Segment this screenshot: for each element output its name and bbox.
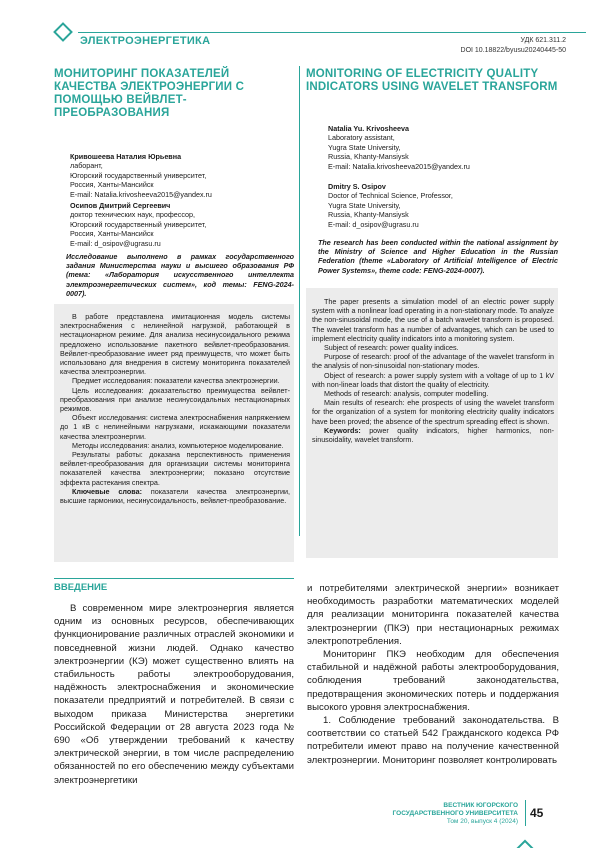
ru-author-2	[70, 201, 292, 248]
journal-volume: Том 20, выпуск 4 (2024)	[393, 818, 518, 826]
intro-rule	[54, 578, 294, 579]
ru-abstract-para: Цель исследования: доказательство преимущества вейвлет-преобразования при анализе несинусоидальных нестационарных режимов.	[60, 386, 290, 414]
en-author-email[interactable]: E-mail: Natalia.krivosheeva2015@yandex.ru	[328, 162, 558, 171]
intro-paragraph: 1. Соблюдение требований законодательства. В соответствии со статьей 542 Гражданского кодекса РФ потребители имеют право на получение качественной электроэнергии. Мониторинг позволяет контролировать	[307, 714, 559, 767]
footer-divider	[525, 800, 526, 826]
en-abstract-para: Main results of research: ehe prospects of using the wavelet transform for the organization of a system for monitoring electricity quality indicators have been proved; the absence of the spectrum spreading effect is shown.	[312, 398, 554, 426]
ru-abstract-para: Объект исследования: система электроснабжения напряжением до 1 кВ с нелинейными нагрузками, искажающими показатели качества электроэнергии.	[60, 413, 290, 441]
ru-abstract	[60, 312, 290, 505]
ru-keywords-text: показатели качества электроэнергии, высшие гармоники, несинусоидальность, вейвлет-преобразование.	[60, 487, 290, 505]
ru-author-email[interactable]: E-mail: d_osipov@ugrasu.ru	[70, 239, 292, 248]
journal-name-line: ГОСУДАРСТВЕННОГО УНИВЕРСИТЕТА	[393, 810, 518, 818]
column-divider	[299, 66, 300, 536]
en-keywords-label: Keywords:	[324, 426, 361, 435]
intro-right-column	[307, 582, 559, 767]
ru-author-line: Россия, Ханты-Мансийск	[70, 180, 292, 189]
ru-author-email[interactable]: E-mail: Natalia.krivosheeva2015@yandex.ru	[70, 190, 292, 199]
udk-doi-block	[461, 36, 566, 56]
en-keywords	[312, 426, 554, 444]
en-author-line: Russia, Khanty-Mansiysk	[328, 210, 558, 219]
ru-keywords	[60, 487, 290, 505]
en-author-1	[328, 124, 558, 171]
en-title: MONITORING OF ELECTRICITY QUALITY INDICATORS USING WAVELET TRANSFORM	[306, 68, 558, 94]
header-diamond-ornament	[53, 22, 73, 42]
en-author-line: Russia, Khanty-Mansiysk	[328, 152, 558, 161]
ru-keywords-label: Ключевые слова:	[72, 487, 142, 496]
ru-author-1	[70, 152, 292, 199]
ru-author-line: доктор технических наук, профессор,	[70, 210, 292, 219]
en-author-line: Yugra State University,	[328, 201, 558, 210]
udk: УДК 621.311.2	[461, 36, 566, 46]
intro-left-column	[54, 602, 294, 787]
ru-abstract-para: Методы исследования: анализ, компьютерное моделирование.	[60, 441, 290, 450]
en-abstract-para: The paper presents a simulation model of an electric power supply system with a nonlinear load operating in a non-stationary mode. To analyze the non-sinusoidal mode, the use of a batch wavelet transform is proposed. The wavelet transform has a number of advantages, which can be used to implement electricity quality indicators into a monitoring system.	[312, 297, 554, 343]
ru-author-line: Россия, Ханты-Мансийск	[70, 229, 292, 238]
en-author-email[interactable]: E-mail: d_osipov@ugrasu.ru	[328, 220, 558, 229]
ru-author-line: Югорский государственный университет,	[70, 171, 292, 180]
ru-acknowledgement: Исследование выполнено в рамках государственного задания Министерства науки и высшего образования РФ (тема: «Лаборатория искусственного интеллекта электроэнергетических систем», код темы: FENG-2024-0007).	[66, 252, 294, 298]
en-abstract-para: Purpose of research: proof of the advantage of the wavelet transform in the analysis of non-sinusoidal non-stationary modes.	[312, 352, 554, 370]
ru-abstract-para: В работе представлена имитационная модель системы электроснабжения с нелинейной нагрузкой, работающей в нестационарном режиме. Для анализа несинусоидального режима предложено использование пакетного вейвлет-преобразования. Вейвлет-преобразование имеет ряд преимуществ, что может быть использовано для внедрения в систему мониторинга показателей качества электроэнергии.	[60, 312, 290, 376]
intro-paragraph: Мониторинг ПКЭ необходим для обеспечения стабильной и надёжной работы электрооборудования, соблюдения требований законодательства, предотвращения экономических потерь и поддержания высокого уровня электроснабжения.	[307, 648, 559, 714]
ru-abstract-para: Результаты работы: доказана перспективность применения вейвлет-преобразования для организации системы мониторинга показателей качества электроэнергии; показано отсутствие эффекта растекания спектра.	[60, 450, 290, 487]
en-abstract	[312, 297, 554, 444]
section-label: ЭЛЕКТРОЭНЕРГЕТИКА	[80, 35, 210, 47]
footer-diamond-ornament	[517, 840, 534, 848]
intro-paragraph: В современном мире электроэнергия является одним из основных ресурсов, обеспечивающих функционирование различных отраслей экономики и повседневной жизни людей. Однако качество электроэнергии (КЭ) может существенно влиять на стабильность работы электрооборудования, надёжность электроснабжения и экономические показатели предприятий и потребителей. В связи с выходом приказа Министерства энергетики Российской Федерации от 28 августа 2023 года № 690 «Об утверждении требований к качеству электрической энергии, в том числе распределению обязанностей по его обеспечению между субъектами электроэнергетики	[54, 602, 294, 787]
intro-paragraph: и потребителями электрической энергии» возникает необходимость разработки математических моделей для реализации мониторинга показателей качества электроэнергии (ПКЭ) при нестационарных режимах электропотребления.	[307, 582, 559, 648]
ru-author-line: лаборант,	[70, 161, 292, 170]
en-author-name: Dmitry S. Osipov	[328, 182, 558, 191]
journal-footer	[393, 802, 518, 826]
ru-author-line: Югорский государственный университет,	[70, 220, 292, 229]
ru-title: МОНИТОРИНГ ПОКАЗАТЕЛЕЙ КАЧЕСТВА ЭЛЕКТРОЭНЕРГИИ С ПОМОЩЬЮ ВЕЙВЛЕТ-ПРЕОБРАЗОВАНИЯ	[54, 68, 294, 120]
en-author-2	[328, 182, 558, 229]
en-author-line: Laboratory assistant,	[328, 133, 558, 142]
page-number: 45	[530, 806, 543, 820]
en-abstract-para: Methods of research: analysis, computer modelling.	[312, 389, 554, 398]
en-abstract-para: Subject of research: power quality indices.	[312, 343, 554, 352]
en-author-name: Natalia Yu. Krivosheeva	[328, 124, 558, 133]
intro-heading: ВВЕДЕНИЕ	[54, 582, 107, 593]
en-author-line: Yugra State University,	[328, 143, 558, 152]
ru-header-block	[54, 68, 294, 120]
en-keywords-text: power quality indicators, higher harmonics, non-sinusoidality, wavelet transform.	[312, 426, 554, 444]
journal-name-line: ВЕСТНИК ЮГОРСКОГО	[393, 802, 518, 810]
ru-author-name: Осипов Дмитрий Сергеевич	[70, 201, 292, 210]
en-author-line: Doctor of Technical Science, Professor,	[328, 191, 558, 200]
en-abstract-para: Object of research: a power supply system with a voltage of up to 1 kV with non-linear loads that distort the quality of electricity.	[312, 371, 554, 389]
en-acknowledgement: The research has been conducted within the national assignment by the Ministry of Science and Higher Education in the Russian Federation (theme «Laboratory of Artificial Intelligence of Electric Power Systems», theme code: FENG-2024-0007).	[318, 238, 558, 275]
ru-abstract-para: Предмет исследования: показатели качества электроэнергии.	[60, 376, 290, 385]
header-rule	[78, 32, 586, 33]
doi-link[interactable]: DOI 10.18822/byusu20240445-50	[461, 46, 566, 56]
en-header-block	[306, 68, 558, 94]
ru-author-name: Кривошеева Наталия Юрьевна	[70, 152, 292, 161]
